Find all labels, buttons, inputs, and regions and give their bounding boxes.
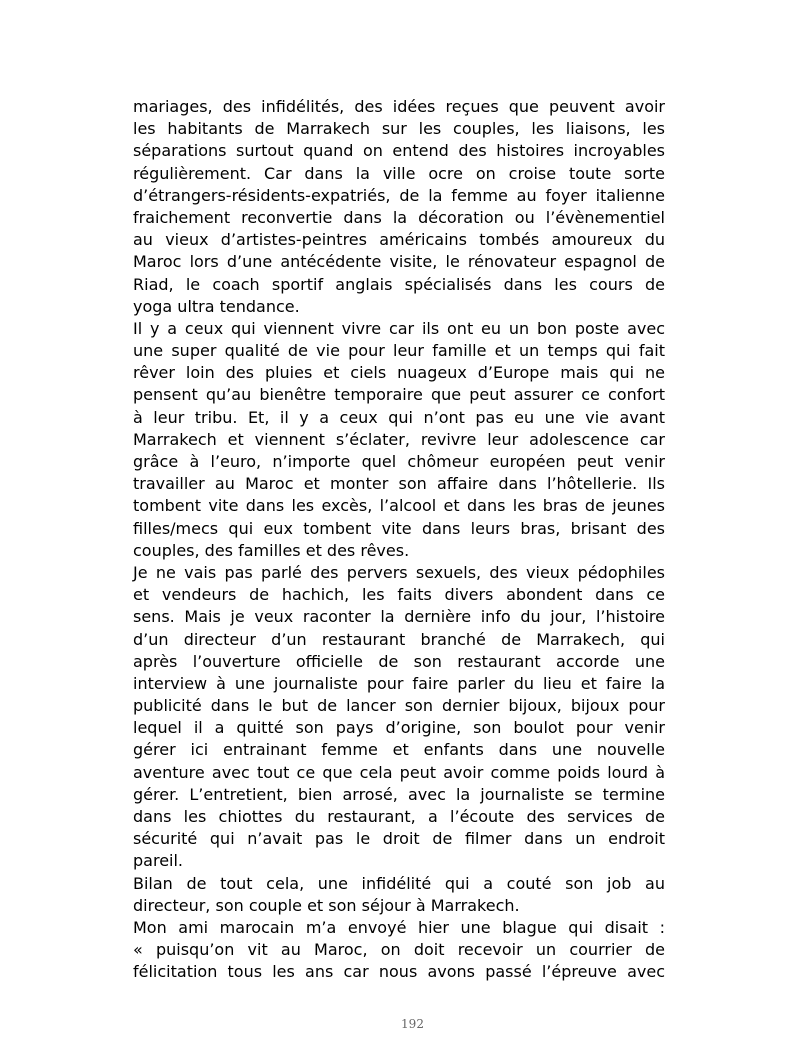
text-line: et vendeurs de hachich, les faits divers abondent dans ce (133, 585, 665, 605)
text-line: lequel il a quitté son pays d’origine, son boulot pour venir (133, 718, 665, 738)
text-line: les habitants de Marrakech sur les couples, les liaisons, les (133, 119, 665, 139)
text-line: aventure avec tout ce que cela peut avoir comme poids lourd à (133, 762, 665, 782)
paragraph (133, 917, 665, 984)
paragraph (133, 562, 665, 873)
text-line: une super qualité de vie pour leur famille et un temps qui fait (133, 341, 665, 361)
text-line: d’un directeur d’un restaurant branché de Marrakech, qui (133, 629, 665, 649)
page-number: 192 (401, 1017, 424, 1031)
text-line: filles/mecs qui eux tombent vite dans leurs bras, brisant des (133, 518, 665, 538)
text-line: pensent qu’au bienêtre temporaire que peut assurer ce confort (133, 385, 665, 405)
paragraph (133, 873, 665, 917)
text-line: publicité dans le but de lancer son dernier bijoux, bijoux pour (133, 696, 665, 716)
text-line: au vieux d’artistes-peintres américains tombés amoureux du (133, 230, 665, 250)
text-line: directeur, son couple et son séjour à Marrakech. (133, 895, 520, 915)
text-line: à leur tribu. Et, il y a ceux qui n’ont pas eu une vie avant (133, 407, 665, 427)
text-line: après l’ouverture officielle de son restaurant accorde une (133, 651, 665, 671)
text-line: Maroc lors d’une antécédente visite, le rénovateur espagnol de (133, 252, 665, 272)
text-line: pareil. (133, 851, 184, 871)
text-line: séparations surtout quand on entend des histoires incroyables (133, 141, 665, 161)
text-line: d’étrangers-résidents-expatriés, de la femme au foyer italienne (133, 185, 665, 205)
text-line: Bilan de tout cela, une infidélité qui a couté son job au (133, 873, 665, 893)
text-line: sens. Mais je veux raconter la dernière info du jour, l’histoire (133, 607, 665, 627)
text-line: dans les chiottes du restaurant, a l’écoute des services de (133, 807, 665, 826)
text-line: Il y a ceux qui viennent vivre car ils ont eu un bon poste avec (133, 318, 665, 338)
text-line: Mon ami marocain m’a envoyé hier une blague qui disait : (133, 917, 665, 937)
paragraph (133, 96, 665, 318)
text-line: Riad, le coach sportif anglais spécialisés dans les cours de (133, 274, 665, 294)
text-line: travailler au Maroc et monter son affaire dans l’hôtellerie. Ils (133, 474, 665, 494)
text-line: yoga ultra tendance. (133, 296, 300, 316)
text-line: Marrakech et viennent s’éclater, revivre leur adolescence car (133, 429, 665, 449)
paragraph (133, 318, 665, 562)
body-text (133, 96, 665, 984)
text-line: rêver loin des pluies et ciels nuageux d’Europe mais qui ne (133, 363, 665, 383)
text-line: gérer ici entrainant femme et enfants dans une nouvelle (133, 740, 665, 760)
text-line: fraichement reconvertie dans la décoration ou l’évènementiel (133, 207, 665, 227)
text-line: régulièrement. Car dans la ville ocre on croise toute sorte (133, 163, 665, 183)
text-line: interview à une journaliste pour faire parler du lieu et faire la (133, 673, 665, 693)
text-line: félicitation tous les ans car nous avons passé l’épreuve avec (133, 962, 665, 982)
text-line: tombent vite dans les excès, l’alcool et dans les bras de jeunes (133, 496, 665, 516)
text-line: mariages, des infidélités, des idées reçues que peuvent avoir (133, 97, 665, 116)
text-line: sécurité qui n’avait pas le droit de filmer dans un endroit (133, 829, 665, 849)
text-line: gérer. L’entretient, bien arrosé, avec la journaliste se termine (133, 784, 665, 804)
text-line: « puisqu’on vit au Maroc, on doit recevoir un courrier de (133, 940, 665, 960)
text-line: couples, des familles et des rêves. (133, 540, 410, 560)
text-line: Je ne vais pas parlé des pervers sexuels, des vieux pédophiles (133, 562, 665, 582)
text-line: grâce à l’euro, n’importe quel chômeur européen peut venir (133, 452, 665, 471)
